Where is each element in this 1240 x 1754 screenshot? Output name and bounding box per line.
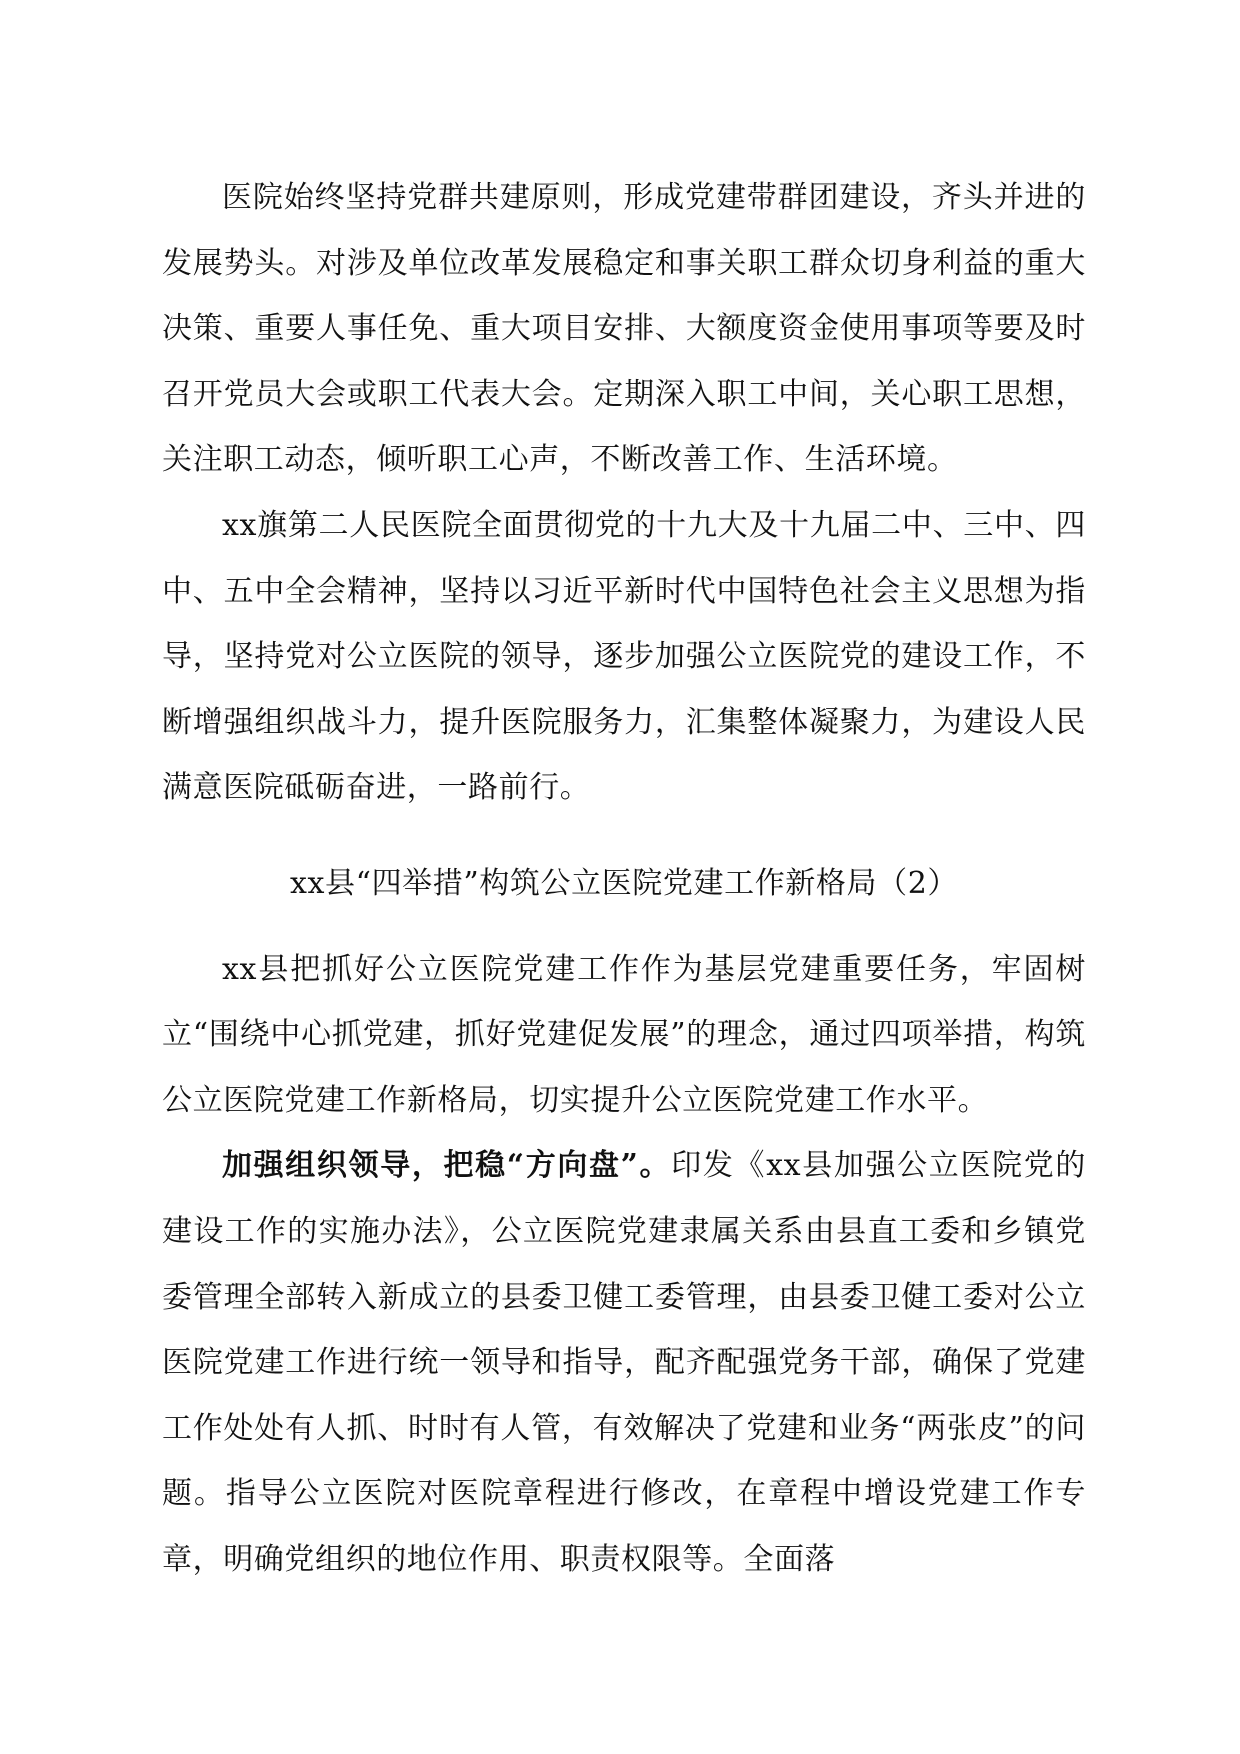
paragraph-second-hospital: xx旗第二人民医院全面贯彻党的十九大及十九届二中、三中、四中、五中全会精神，坚持以习近平新时代中国特色社会主义思想为指导，坚持党对公立医院的领导，逐步加强公立医院党的建设工作，不断增强组织战斗力，提升医院服务力，汇集整体凝聚力，为建设人民满意医院砥砺奋进，一路前行。 — [162, 507, 1086, 806]
section-1-lead: 加强组织领导，把稳“方向盘”。 — [222, 1148, 672, 1184]
heading-spacer-bottom — [162, 917, 1086, 937]
document-body — [162, 165, 1086, 1592]
section-1-body: 印发《xx县加强公立医院党的建设工作的实施办法》，公立医院党建隶属关系由县直工委和乡镇党委管理全部转入新成立的县委卫健工委管理，由县委卫健工委对公立医院党建工作进行统一领导和指导，配齐配强党务干部，确保了党建工作处处有人抓、时时有人管，有效解决了党建和业务“两张皮”的问题。指导公立医院对医院章程进行修改，在章程中增设党建工作专章，明确党组织的地位作用、职责权限等。全面落 — [162, 1148, 1086, 1577]
paragraph-section-1 — [162, 1133, 1086, 1592]
article-heading: xx县“四举措”构筑公立医院党建工作新格局（2） — [290, 865, 958, 901]
paragraph-party-mass-building: 医院始终坚持党群共建原则，形成党建带群团建设，齐头并进的发展势头。对涉及单位改革发展稳定和事关职工群众切身利益的重大决策、重要人事任免、重大项目安排、大额度资金使用事项等要及时召开党员大会或职工代表大会。定期深入职工中间，关心职工思想，关注职工动态，倾听职工心声，不断改善工作、生活环境。 — [162, 180, 1086, 478]
heading-spacer-top — [162, 821, 1086, 851]
paragraph-intro: xx县把抓好公立医院党建工作作为基层党建重要任务，牢固树立“围绕中心抓党建，抓好党建促发展”的理念，通过四项举措，构筑公立医院党建工作新格局，切实提升公立医院党建工作水平。 — [162, 951, 1086, 1118]
